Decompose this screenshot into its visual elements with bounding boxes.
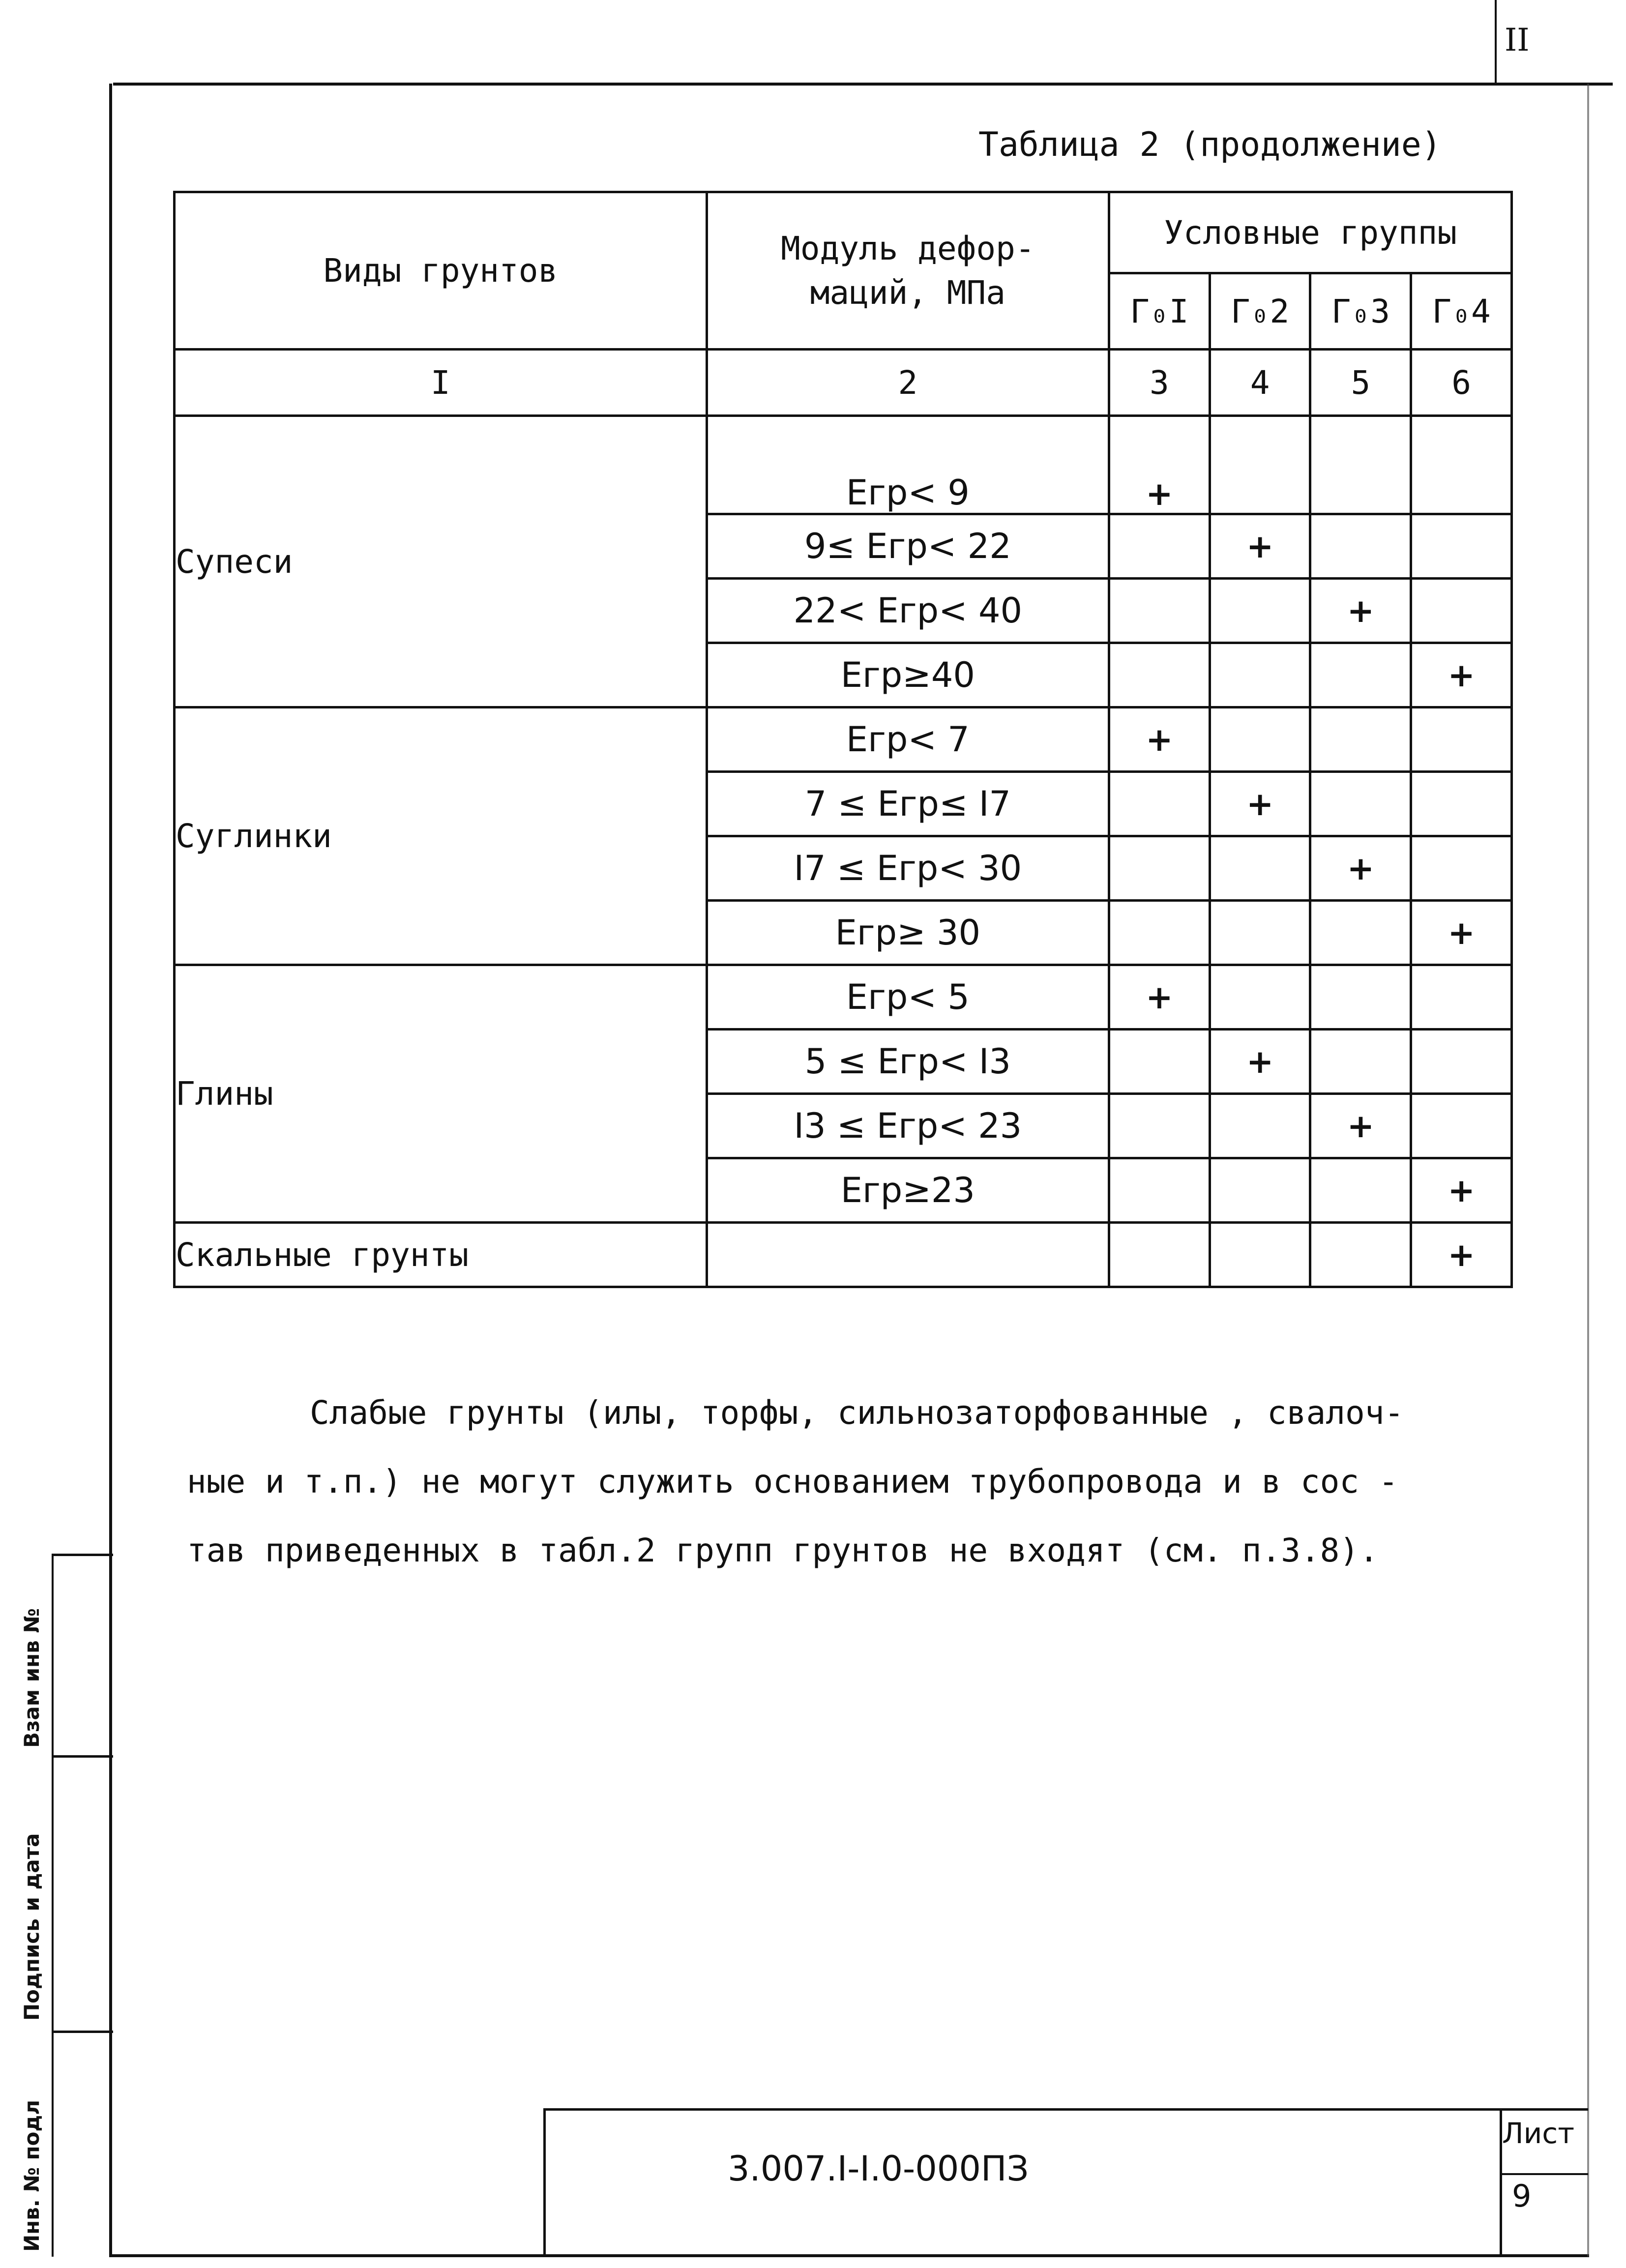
group-cell-3 [1310, 836, 1411, 901]
modulus-range-cell: Eгр≥40 [707, 643, 1109, 707]
group-mark: + [1146, 475, 1173, 513]
frame-bottom-line [109, 2254, 1589, 2257]
modulus-range-cell: 7 ≤ Eгр≤ I7 [707, 772, 1109, 836]
modulus-range-cell: Eгр≥ 30 [707, 901, 1109, 965]
table-caption: Таблица 2 (продолжение) [978, 125, 1442, 164]
group-cell-1 [1109, 1223, 1210, 1287]
group-cell-1 [1109, 772, 1210, 836]
modulus-range-cell: Eгр< 5 [707, 965, 1109, 1030]
header-group-2: Г₀2 [1210, 273, 1310, 350]
soil-groups-table [173, 191, 1513, 1288]
stamp-divider [52, 1554, 54, 2257]
modulus-range-cell: 22< Eгр< 40 [707, 579, 1109, 643]
group-cell-2 [1210, 836, 1310, 901]
group-mark: + [1146, 720, 1173, 759]
modulus-range-cell: I7 ≤ Eгр< 30 [707, 836, 1109, 901]
header-group-3: Г₀3 [1310, 273, 1411, 350]
group-cell-2 [1210, 643, 1310, 707]
page-number: II [1505, 22, 1530, 59]
group-cell-2 [1210, 1094, 1310, 1158]
modulus-range-cell: 5 ≤ Eгр< I3 [707, 1030, 1109, 1094]
paragraph-line: тав приведенных в табл.2 групп грунтов не входят (см. п.3.8). [187, 1532, 1379, 1569]
frame-top-line [113, 83, 1613, 86]
group-cell-2 [1210, 416, 1310, 514]
modulus-range-cell: Eгр< 9 [707, 416, 1109, 514]
soil-type-cell: Суглинки [175, 707, 707, 965]
modulus-range-cell: Eгр< 7 [707, 707, 1109, 772]
group-cell-4 [1411, 707, 1512, 772]
group-cell-2 [1210, 1223, 1310, 1287]
stamp-signature-date: Подпись и дата [20, 1833, 44, 2021]
frame-right-line [1587, 84, 1589, 2257]
group-cell-3 [1310, 416, 1411, 514]
group-cell-3 [1310, 1030, 1411, 1094]
table-row [175, 1223, 1512, 1287]
group-cell-4 [1411, 1158, 1512, 1223]
group-cell-1 [1109, 1094, 1210, 1158]
header-modulus: Модуль дефор- маций, МПа [707, 192, 1109, 350]
group-cell-2 [1210, 1030, 1310, 1094]
group-cell-3 [1310, 1158, 1411, 1223]
group-mark: + [1448, 656, 1475, 694]
group-cell-2 [1210, 1158, 1310, 1223]
group-cell-4 [1411, 1223, 1512, 1287]
group-mark: + [1448, 1171, 1475, 1209]
group-cell-4 [1411, 1094, 1512, 1158]
stamp-divider [52, 1554, 113, 1556]
group-cell-3 [1310, 965, 1411, 1030]
group-cell-2 [1210, 707, 1310, 772]
stamp-inv-no: Инв. № подл [20, 2099, 44, 2252]
modulus-range-cell: 9≤ Eгр< 22 [707, 514, 1109, 579]
stamp-divider [52, 2031, 113, 2033]
group-mark: + [1246, 785, 1274, 823]
column-number: 5 [1310, 350, 1411, 416]
column-number-row [175, 350, 1512, 416]
group-mark: + [1347, 1107, 1375, 1145]
group-cell-1 [1109, 416, 1210, 514]
modulus-range-cell [707, 1223, 1109, 1287]
group-cell-1 [1109, 579, 1210, 643]
group-cell-4 [1411, 416, 1512, 514]
column-number: 6 [1411, 350, 1512, 416]
group-cell-4 [1411, 836, 1512, 901]
group-cell-4 [1411, 643, 1512, 707]
group-mark: + [1246, 1042, 1274, 1081]
group-cell-1 [1109, 836, 1210, 901]
title-block-sheet-divider [1500, 2173, 1588, 2175]
group-mark: + [1347, 591, 1375, 630]
column-number: I [175, 350, 707, 416]
margin-stamp [0, 1554, 113, 2257]
group-cell-3 [1310, 643, 1411, 707]
group-cell-2 [1210, 514, 1310, 579]
group-cell-4 [1411, 772, 1512, 836]
group-cell-1 [1109, 707, 1210, 772]
column-number: 3 [1109, 350, 1210, 416]
soil-type-cell: Глины [175, 965, 707, 1223]
table-row [175, 965, 1512, 1030]
group-mark: + [1146, 978, 1173, 1016]
group-mark: + [1448, 913, 1475, 952]
modulus-range-cell: I3 ≤ Eгр< 23 [707, 1094, 1109, 1158]
header-group-4: Г₀4 [1411, 273, 1512, 350]
header-soil-type: Виды грунтов [175, 192, 707, 350]
modulus-range-cell: Eгр≥23 [707, 1158, 1109, 1223]
column-number: 2 [707, 350, 1109, 416]
paragraph-line: Слабые грунты (илы, торфы, сильнозаторфованные , свалоч- [310, 1394, 1404, 1432]
group-cell-4 [1411, 965, 1512, 1030]
group-cell-4 [1411, 579, 1512, 643]
group-cell-3 [1310, 514, 1411, 579]
group-cell-3 [1310, 579, 1411, 643]
group-cell-1 [1109, 901, 1210, 965]
sheet-label: Лист [1502, 2117, 1574, 2150]
group-cell-1 [1109, 965, 1210, 1030]
group-cell-2 [1210, 772, 1310, 836]
paragraph-line: ные и т.п.) не могут служить основанием трубопровода и в сос - [187, 1463, 1398, 1501]
soil-type-cell: Скальные грунты [175, 1223, 707, 1287]
group-cell-4 [1411, 514, 1512, 579]
title-block-top-line [543, 2108, 1588, 2111]
group-mark: + [1246, 527, 1274, 565]
table-row [175, 707, 1512, 772]
title-block-left-line [543, 2109, 546, 2257]
sheet-number: 9 [1512, 2178, 1532, 2214]
group-cell-3 [1310, 772, 1411, 836]
group-cell-1 [1109, 643, 1210, 707]
group-cell-3 [1310, 1223, 1411, 1287]
group-cell-1 [1109, 1158, 1210, 1223]
table-row [175, 416, 1512, 514]
group-cell-1 [1109, 1030, 1210, 1094]
corner-divider [1495, 0, 1497, 85]
stamp-divider [52, 1755, 113, 1758]
group-cell-4 [1411, 1030, 1512, 1094]
group-mark: + [1347, 849, 1375, 887]
group-cell-2 [1210, 579, 1310, 643]
group-cell-3 [1310, 1094, 1411, 1158]
group-cell-3 [1310, 901, 1411, 965]
group-cell-3 [1310, 707, 1411, 772]
group-cell-2 [1210, 965, 1310, 1030]
group-cell-2 [1210, 901, 1310, 965]
group-cell-4 [1411, 901, 1512, 965]
stamp-replace-inv: Взам инв № [20, 1608, 44, 1748]
header-group-1: Г₀I [1109, 273, 1210, 350]
column-number: 4 [1210, 350, 1310, 416]
soil-type-cell: Супеси [175, 416, 707, 707]
group-mark: + [1448, 1236, 1475, 1274]
document-code: 3.007.I-I.0-000ПЗ [728, 2149, 1029, 2189]
header-conditional-groups: Условные группы [1109, 192, 1511, 273]
group-cell-1 [1109, 514, 1210, 579]
